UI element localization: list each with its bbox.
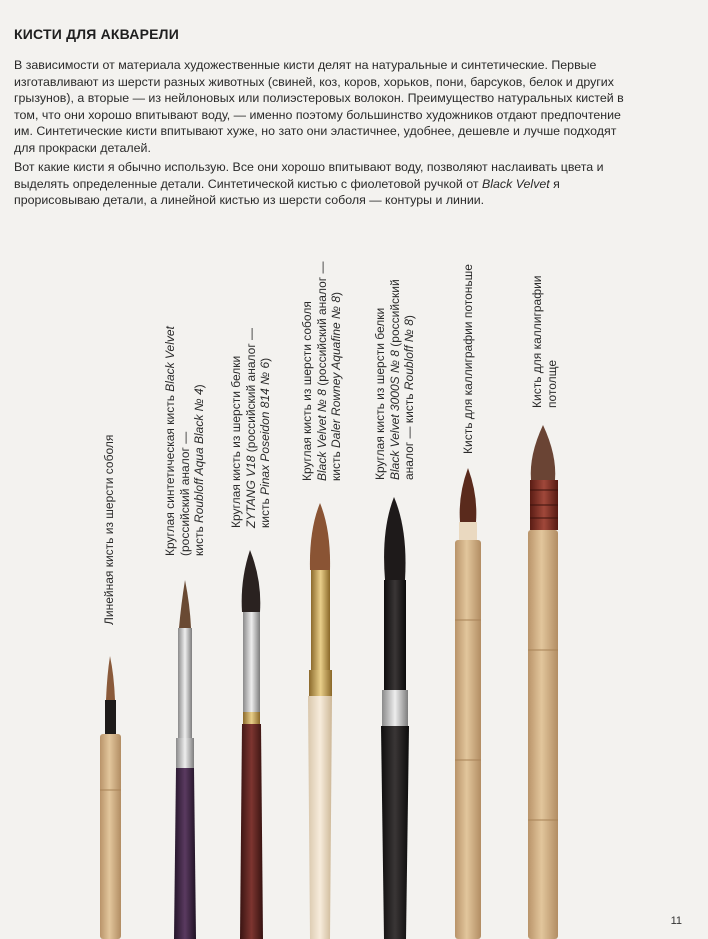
label-brush-2-line-3: кисть Roubloff Aqua Black № 4) [192,384,206,556]
label-brush-5-line-1: Круглая кисть из шерсти белки [373,307,387,480]
label-brush-5-line-3: аналог — кисть Roubloff № 8) [402,315,416,480]
label-brush-2-line-1: Круглая синтетическая кисть Black Velvet [163,326,177,556]
label-brush-3 [229,328,273,528]
label-brush-5-line-2: Black Velvet 3000S № 8 (российский [387,279,402,480]
label-brush-7-line-1: Кисть для каллиграфии [530,275,544,408]
label-brush-3-line-3: кисть Pinax Poseidon 814 № 6) [258,357,272,528]
label-brush-7 [530,275,559,408]
label-brush-4-line-1: Круглая кисть из шерсти соболя [300,301,314,481]
label-brush-1-line-1: Линейная кисть из шерсти соболя [102,434,116,625]
label-brush-7-line-2: потолще [544,359,559,408]
label-brush-5 [373,279,417,480]
label-brush-6 [461,264,476,454]
label-brush-4-line-3: кисть Daler Rowney Aquafine № 8) [329,291,343,481]
label-brush-3-line-1: Круглая кисть из шерсти белки [229,355,243,528]
paragraph-usage-text-1: Вот какие кисти я обычно использую. Все они хорошо впитывают воду, позволяют наслаивать цвета и выделять определенные детали. Синтетической кистью с фиолетовой ручкой от [14,160,604,191]
label-brush-3-line-2: ZYTANG V18 (российский аналог — [243,327,258,528]
page-number: 11 [670,915,682,927]
paragraph-usage-text-2: я прорисовываю детали, а линейной кистью из шерсти соболя — контуры и линии. [14,176,560,208]
paragraph-usage-brand: Black Velvet [482,176,550,191]
label-brush-6-line-1: Кисть для каллиграфии потоньше [461,264,475,454]
page-title: КИСТИ ДЛЯ АКВАРЕЛИ [14,26,179,42]
paragraph-intro: В зависимости от материала художественные кисти делят на натуральные и синтетические. Первые изготавливают из шерсти разных животных (свиней, коз, коров, хорьков, пони, барсуков, белок и других грызунов), а вторые — из нейлоновых или полиэстеровых волокон. Преимущество натуральных кистей в том, что они хорошо впитывают воду, — именно поэтому большинство художников отдают предпочтение им. Синтетические кисти впитывают хуже, но зато они эластичнее, удобнее, дешевле и лучше подходят для прокраски деталей. [14,58,624,155]
label-brush-2 [163,326,207,556]
label-brush-4 [300,262,344,482]
label-brush-2-line-2: (российский аналог — [177,431,192,556]
label-brush-4-line-2: Black Velvet № 8 (российский аналог — [314,261,329,481]
label-brush-1 [102,435,117,625]
